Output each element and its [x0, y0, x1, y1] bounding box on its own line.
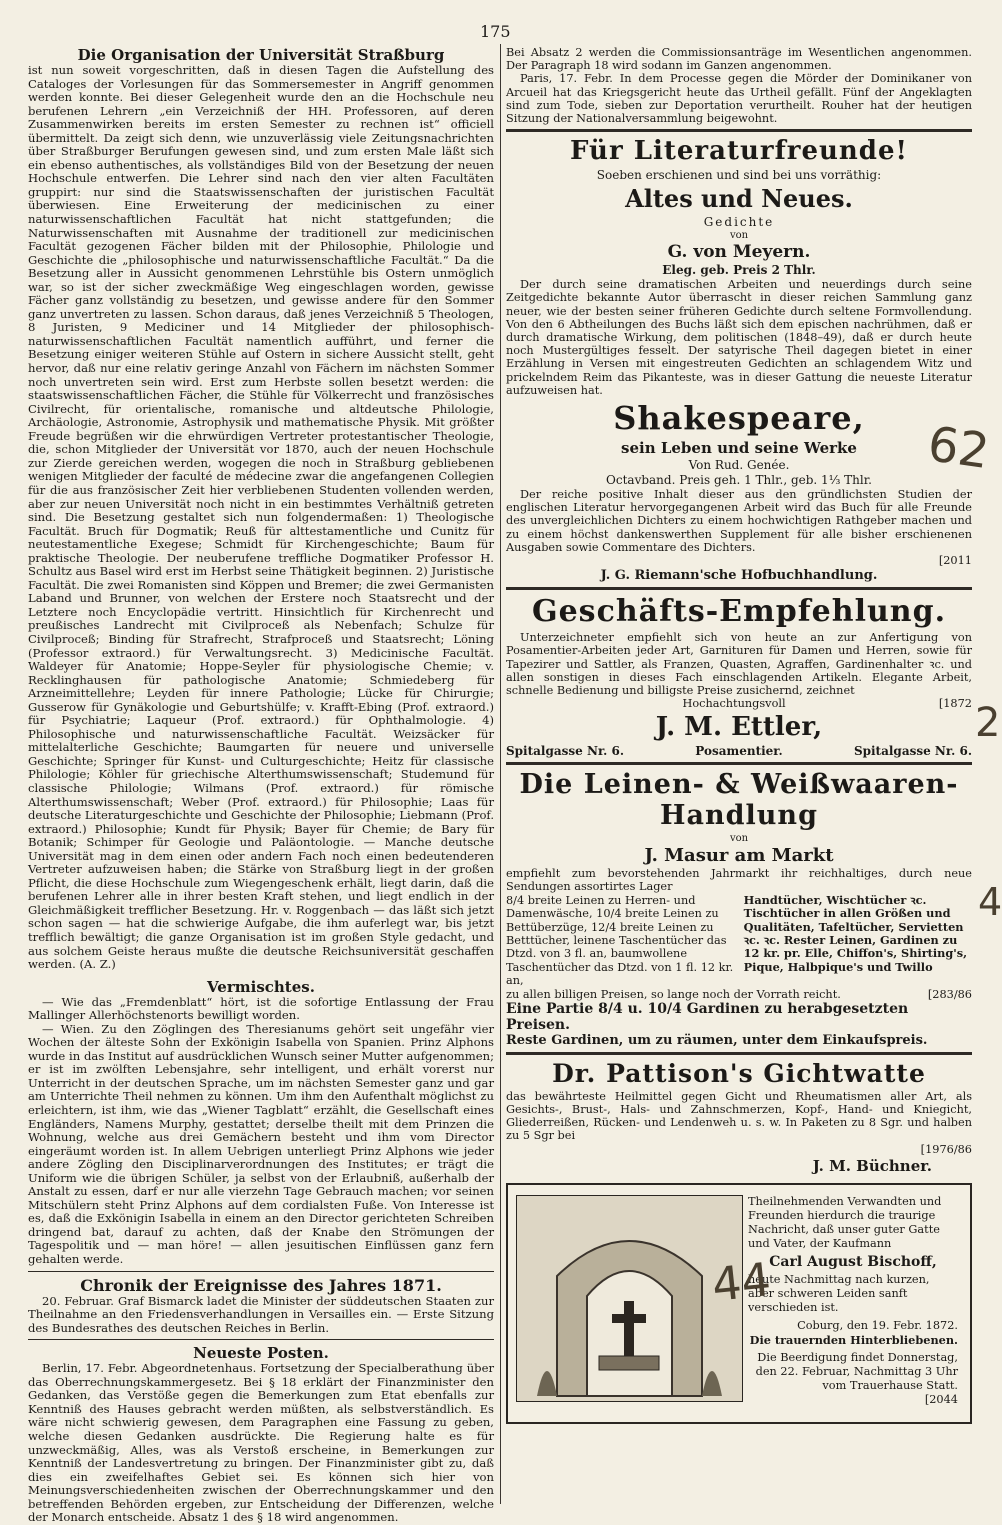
items-right: Handtücher, Wischtücher ꝛc. Tischtücher in allen Größen und Qualitäten, Tafeltücher, Servietten ꝛc. ꝛc. Rester Leinen, Gardinen zu 12 kr. pr. Elle, Chiffon's, Shirting's, Pique, Halbpique's und Twillo: [743, 892, 968, 974]
article-chronik: 20. Februar. Graf Bismarck ladet die Minister der süddeutschen Staaten zur Theilnahme an den Friedensverhandlungen in Versailles ein. — Erste Sitzung des Bundesrathes des deutschen Reiches in Berlin.: [28, 1293, 494, 1335]
place-date: Coburg, den 19. Febr. 1872.: [797, 1318, 958, 1332]
merchant-name: J. Masur am Markt: [644, 845, 834, 867]
divider: [506, 1052, 972, 1055]
heading-chronik: Chronik der Ereignisse des Jahres 1871.: [80, 1275, 442, 1295]
ad-code: [2011: [938, 554, 972, 568]
ad-leinen: [506, 769, 972, 1047]
divider: [506, 587, 972, 590]
handwritten-note-4: 4: [978, 880, 1002, 924]
trade-label: Posamentier.: [695, 744, 783, 759]
handwritten-note-2: 44: [709, 1252, 774, 1312]
death-notice-text: [748, 1195, 958, 1407]
ad-literaturfreunde: [506, 136, 972, 397]
article-fremdenblatt: — Wie das „Fremdenblatt“ hört, ist die sofortige Entlassung der Frau Mallinger Allerhöchstenorts bewilligt worden.: [28, 994, 494, 1023]
article-paris: Paris, 17. Febr. In dem Processe gegen die Mörder der Dominikaner von Arcueil hat das Kriegsgericht heute das Urtheil gefällt. Fünf der Angeklagten sind zum Tode, sieben zur Deportation verurtheilt. Rouher hat der heutigen Sitzung der Nationalversammlung beigewohnt.: [506, 72, 972, 126]
offer-2: Reste Gardinen, um zu räumen, unter dem Einkaufspreis.: [506, 1032, 928, 1048]
ad-title: Dr. Pattison's Gichtwatte: [552, 1058, 926, 1088]
ad-title: Shakespeare,: [613, 399, 865, 438]
handwritten-note-3: 2: [975, 700, 1001, 746]
book-price: Eleg. geb. Preis 2 Thlr.: [662, 263, 816, 278]
ad-text: das bewährteste Heilmittel gegen Gicht und Rheumatismen aller Art, als Gesichts-, Brust-, Hals- und Zahnschmerzen, Kopf-, Hand- und Kniegicht, Gliederreißen, Rücken- und Lendenweh u. s. w. In Paketen zu 8 Sgr. und halben zu 5 Sgr bei: [506, 1089, 972, 1143]
notice-intro: Theilnehmenden Verwandten und Freunden hierdurch die traurige Nachricht, daß unser guter Gatte und Vater, der Kaufmann: [748, 1194, 942, 1250]
book-author: G. von Meyern.: [667, 242, 811, 263]
article-berlin: Berlin, 17. Febr. Abgeordnetenhaus. Fortsetzung der Specialberathung über das Oberrechnungskammergesetz. Bei § 18 erklärt der Finanzminister den Gedanken, das Verstöße gegen die Bemerkungen zum Etat ebenfalls zur Kenntniß des Hauses gebracht werden müßten, als selbstverständlich. Es wäre nicht schwierig gewesen, dem Paragraphen eine Fassung zu geben, welche diesen Gedanken ausdrückte. Die Regierung halte es für unzweckmäßig, Alles, was als Verstoß erscheine, in Bemerkungen zur Kenntniß der Landesvertretung zu bringen. Der Finanzminister gibt zu, daß dies ein zweifelhaftes Gebiet sei. Es können sich hier von Meinungsverschiedenheiten zwischen der Oberrechnungskammer und den betreffenden Behörden ergeben, zur Entscheidung der Differenzen, welche der Monarch entscheide. Absatz 1 des § 18 wird angenommen.: [28, 1361, 494, 1525]
book-subtitle: Gedichte: [703, 215, 775, 230]
ad-gichtwatte: [506, 1059, 972, 1175]
book-title: Altes und Neues.: [625, 184, 853, 214]
column-divider: [500, 44, 501, 1504]
divider: [506, 129, 972, 132]
ad-code: [1976/86: [920, 1142, 972, 1156]
ad-geschaefts-empfehlung: [506, 594, 972, 758]
deceased-name: Carl August Bischoff,: [769, 1253, 937, 1270]
divider: [28, 1271, 494, 1272]
ad-closing: zu allen billigen Preisen, so lange noch der Vorrath reicht.: [506, 987, 841, 1001]
ad-subtitle: sein Leben und seine Werke: [621, 439, 857, 458]
article-continued: Bei Absatz 2 werden die Commissionsanträge im Wesentlichen angenommen. Der Paragraph 18 wird sodann im Ganzen angenommen.: [506, 46, 972, 73]
divider: [506, 762, 972, 765]
address-left: Spitalgasse Nr. 6.: [506, 744, 625, 759]
ad-code: [283/86: [927, 987, 972, 1001]
ad-shakespeare: [506, 399, 972, 583]
handwritten-note-1: 62: [924, 416, 993, 480]
ad-text: Der durch seine dramatischen Arbeiten und neuerdings durch seine Zeitgedichte bekannte Autor überrascht in dieser reichen Sammlung ganz neuer, wie der besten seiner früheren Gedichte durch seltene Formvollendung. Von den 6 Abtheilungen des Buchs läßt sich dem epischen nachrühmen, daß er durch dramatische Wirkung, dem politischen (1848–49), daß er durch heute noch Mustergültiges fesselt. Der satyrische Theil dagegen bietet in einer Erzählung in Versen mit eingestreuten Gedichten an schlagendem Witz und prickelndem Reim das Pikanteste, was in dieser Gattung die neueste Literatur aufzuweisen hat.: [506, 278, 972, 397]
ad-publisher: J. G. Riemann'sche Hofbuchhandlung.: [600, 568, 878, 584]
funeral-info: Die Beerdigung findet Donnerstag, den 22. Februar, Nachmittag 3 Uhr vom Trauerhause Statt.: [755, 1350, 958, 1392]
von-label: von: [729, 833, 749, 845]
heading-vermischtes: Vermischtes.: [207, 977, 315, 996]
signed: Die trauernden Hinterbliebenen.: [749, 1332, 958, 1347]
notice-code: [2044: [924, 1392, 958, 1406]
heading-neueste-posten: Neueste Posten.: [193, 1344, 329, 1363]
ad-text: Unterzeichneter empfiehlt sich von heute an zur Anfertigung von Posamentier-Arbeiten jeder Art, Garnituren für Damen und Herren, sowie für Tapezirer und Sattler, als Franzen, Quasten, Agraffen, Gardinenhalter ꝛc. und allen sonstigen in dieses Fach einschlagenden Artikeln. Elegante Arbeit, schnelle Bedienung und billigste Preise zusichernd, zeichnet: [506, 631, 972, 698]
article-strassburg: ist nun soweit vorgeschritten, daß in diesen Tagen die Aufstellung des Cataloges der Vorlesungen für das Sommersemester in Angriff genommen werden konnte. Bei dieser Gelegenheit wurde den an die Hochschule neu berufenen Lehrern „ein Verzeichniß der HH. Professoren, auf deren Zusammenwirken bereits im ersten Semester zu rechnen ist“ officiell übermittelt. Da zeigt sich denn, wie unzuverlässig viele Zeitungsnachrichten über Straßburger Berufungen gewesen sind, und zum ersten Male läßt sich ein ebenso authentisches, als vollständiges Bild von der Besetzung der neuen Hochschule entwerfen. Die Lehrer sind nach den vier alten Facultäten gruppirt: nur sind die Staatswissenschaften der juristischen Facultät überwiesen. Eine Erweiterung der medicinischen zu einer naturwissenschaftlichen Facultät hat nicht stattgefunden; die Naturwissenschaften mit Ausnahme der traditionell zur medicinischen Facultät gezogenen Fächer bilden mit der Philosophie, Philologie und Geschichte die „philosophische und naturwissenschaftliche Facultät.“ Da die Besetzung aller in Aussicht genommenen Lehrstühle bis Ostern unmöglich war, so ist der sicher zweckmäßige Weg eingeschlagen worden, gewisse Fächer ganz vollständig zu besetzen, und gewisse andere für den Sommer ganz unvertreten zu lassen. Schon daraus, daß jenes Verzeichniß 5 Theologen, 8 Juristen, 9 Mediciner und 14 Mitglieder der philosophisch-naturwissenschaftlichen Facultät namentlich aufführt, und ferner die Besetzung einiger weiteren Stühle auf Ostern in sichere Aussicht stellt, geht hervor, daß nur eine relativ geringe Anzahl von Fächern im nächsten Sommer noch unvertreten sein wird. Erst zum Herbste sollen besetzt werden: die staatswissenschaftlichen Fächer, die Stühle für Völkerrecht und französisches Civilrecht, für orientalische, romanische und altdeutsche Philologie, Archäologie, Astronomie, Astrophysik und mathematische Physik. Mit größter Freude begrüßen wir die ehrwürdigen Vertreter protestantischer Theologie, die, schon Mitglieder der Universität vor 1870, auch der neuen Hochschule zur Zierde gereichen werden, wogegen die noch in Straßburg gebliebenen wenigen Mitglieder der faculté de médecine zwar die angefangenen Collegien für die aus französischer Zeit hier verbliebenen Studenten vollenden werden, aber zur neuen Universität noch nicht in ein bestimmtes Verhältniß getreten sind. Die Besetzung gestaltet sich nun folgendermaßen: 1) Theologische Facultät. Bruch für Dogmatik; Reuß für alttestamentliche und Cunitz für neutestamentliche Exegese; Schmidt für Kirchengeschichte; Baum für praktische Theologie. Der neuberufene treffliche Dogmatiker Professor H. Schultz aus Basel wird erst im Herbst seine Thätigkeit beginnen. 2) Juristische Facultät. Die zwei Romanisten sind Köppen und Bremer; die zwei Germanisten Laband und Brunner, von welchen der Erstere noch Staatsrecht und der Letztere noch Encyclopädie vertritt. Hinsichtlich für Kirchenrecht und preußisches Landrecht mit Civilproceß als Nebenfach; Schulze für Civilproceß; Binding für Strafrecht, Strafproceß und Staatsrecht; Löning (Professor extraord.) für Verwaltungsrecht. 3) Medicinische Facultät. Waldeyer für Anatomie; Hoppe-Seyler für physiologische Chemie; v. Recklinghausen für pathologische Anatomie; Schmiedeberg für Arzneimittellehre; Leyden für innere Pathologie; Lücke für Chirurgie; Gusserow für Gynäkologie und Geburtshülfe; v. Krafft-Ebing (Prof. extraord.) für Psychiatrie; Laqueur (Prof. extraord.) für Ophthalmologie. 4) Philosophische und naturwissenschaftliche Facultät. Weizsäcker für mittelalterliche Geschichte; Baumgarten für neuere und universelle Geschichte; Springer für Kunst- und Culturgeschichte; Heitz für classische Philologie; Köhler für griechische Alterthumswissenschaft; Studemund für classische Philologie; Wilmans (Prof. extraord.) für römische Alterthumswissenschaft; Weber (Prof. extraord.) für Philosophie; Laas für deutsche Literaturgeschichte und Geschichte der Philosophie; Liebmann (Prof. extraord.) Philosophie; Kundt für Physik; Bayer für Chemie; de Bary für Botanik; Schimper für Geologie und Paläontologie. — Manche deutsche Universität mag in dem einen oder andern Fach noch einen bedeutenderen Vertreter aufzuweisen haben; die Stärke von Straßburg liegt in der großen Pflicht, die diese Hochschule zum Wiegengeschenk erhält, liegt darin, daß die berufenen Lehrer alle in ihrer besten Kraft stehen, und liegt endlich in der Gleichmäßigkeit trefflicher Besetzung. Hr. v. Roggenbach — das läßt sich jetzt schon sagen — hat die schwierige Aufgabe, die ihm auferlegt war, bis jetzt trefflich bewältigt; die ganze Organisation ist im großen Style gedacht, und aus solchem Geiste heraus mußte die deutsche Reichsuniversität geschaffen werden. (A. Z.): [28, 63, 494, 972]
notice-body: heute Nachmittag nach kurzen, aber schweren Leiden sanft verschieden ist.: [748, 1272, 930, 1314]
ad-title: Für Literaturfreunde!: [570, 136, 908, 167]
von-label: von: [729, 230, 749, 242]
ad-closing: Hochachtungsvoll: [682, 697, 786, 711]
divider: [28, 1339, 494, 1340]
ad-intro: empfiehlt zum bevorstehenden Jahrmarkt ihr reichhaltiges, durch neue Sendungen assortirtes Lager: [506, 867, 972, 894]
ad-text: Der reiche positive Inhalt dieser aus den gründlichsten Studien der englischen Literatur hervorgegangenen Arbeit wird das Buch für alle Freunde des unvergleichlichen Dichters zu einem hochwichtigen Rathgeber machen und zu einem höchst dankenswerthen Supplement für alle bisher erschienenen Ausgaben sowie Commentare des Dichters.: [506, 488, 972, 554]
ad-code: [1872: [938, 697, 972, 711]
ad-author: Von Rud. Genée.: [688, 458, 790, 473]
ad-title: Die Leinen- & Weißwaaren-Handlung: [519, 769, 959, 832]
offer-1: Eine Partie 8/4 u. 10/4 Gardinen zu herabgesetzten Preisen.: [506, 1000, 909, 1033]
ad-seller: J. M. Büchner.: [812, 1156, 932, 1175]
merchant-name: J. M. Ettler,: [655, 712, 823, 743]
items-left: 8/4 breite Leinen zu Herren- und Damenwäsche, 10/4 breite Leinen zu Bettüberzüge, 12/4 breite Leinen zu Betttücher, leinene Taschentücher das Dtzd. von 3 fl. an, baumwollene Taschentücher das Dtzd. von 1 fl. 12 kr. an,: [506, 893, 734, 988]
memorial-illustration: [516, 1195, 743, 1402]
address-right: Spitalgasse Nr. 6.: [853, 744, 972, 759]
page-number: 175: [480, 22, 511, 41]
heading-strassburg: Die Organisation der Universität Straßburg: [77, 46, 445, 64]
ad-title: Geschäfts-Empfehlung.: [531, 594, 947, 630]
chapel-icon: [517, 1196, 742, 1401]
article-wien: — Wien. Zu den Zöglingen des Theresianums gehört seit ungefähr vier Wochen der älteste Sohn der Exkönigin Isabella von Spanien. Prinz Alphons wurde in das Institut auf ausdrücklichen Wunsch seiner Mutter aufgenommen; er ist im zwölften Lebensjahre, sehr intelligent, und erhält vorerst nur Unterricht in der deutschen Sprache, um im nächsten Semester ganz und gar am Unterrichte Theil nehmen zu können. Um ihm den Aufenthalt möglichst zu erleichtern, ist ihm, wie das „Wiener Tagblatt“ erzählt, die Gesellschaft eines Engländers, Namens Murphy, gestattet; derselbe theilt mit dem Prinzen die Wohnung, welche aus drei Gemächern besteht und ihm vom Director eingeräumt worden ist. In allem Uebrigen unterliegt Prinz Alphons wie jeder andere Zögling den Disciplinarverordnungen des Institutes; er trägt die Uniform wie die übrigen Schüler, ja selbst von der Erlaubniß, außerhalb der Anstalt zu essen, darf er nur alle vierzehn Tage Gebrauch machen; vor seinen Mitschülern steht Prinz Alphons auf dem cordialsten Fuße. Von Interesse ist es, daß die Exkönigin Isabella in einem an den Director gerichteten Schreiben dringend bat, darauf zu achten, daß der Knabe den Strömungen der Tagespolitik und — man höre! — allen jesuitischen Einflüssen ganz fern gehalten werde.: [28, 1021, 494, 1267]
ad-intro: Soeben erschienen und sind bei uns vorräthig:: [596, 168, 882, 183]
ad-price: Octavband. Preis geh. 1 Thlr., geb. 1⅓ Thlr.: [606, 473, 872, 488]
left-column: [28, 46, 494, 1525]
